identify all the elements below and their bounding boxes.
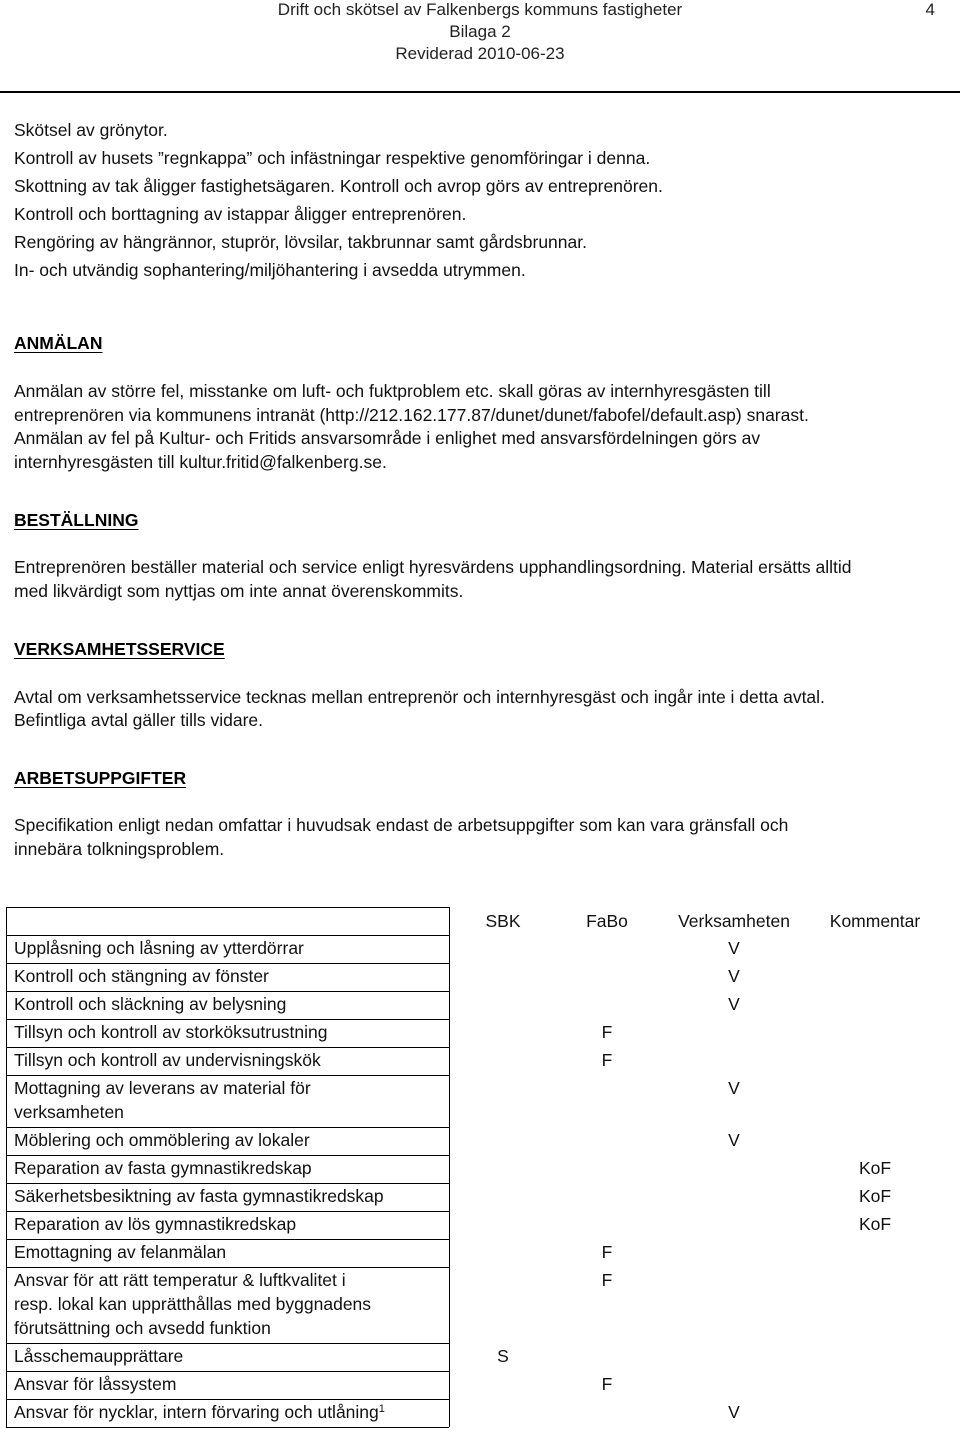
paragraph-line: Entreprenören beställer material och service enligt hyresvärdens upphandlingsordning. Material ersätts alltid	[14, 557, 852, 577]
table-cell-komm: KoF	[858, 1158, 892, 1178]
table-border-task-right	[449, 907, 450, 1427]
table-cell-verk: V	[728, 938, 740, 958]
intro-line: Skottning av tak åligger fastighetsägaren. Kontroll och avrop görs av entreprenören.	[14, 176, 663, 196]
table-border-top	[6, 907, 449, 908]
table-cell-verk: V	[728, 1078, 740, 1098]
task-text: Ansvar för att rätt temperatur & luftkvalitet i	[14, 1270, 346, 1290]
table-cell-fabo: F	[601, 1374, 613, 1394]
table-row-task	[14, 1212, 296, 1236]
paragraph-line: Befintliga avtal gäller tills vidare.	[14, 710, 264, 730]
task-text: verksamheten	[14, 1102, 124, 1122]
column-header-verk: Verksamheten	[678, 911, 790, 931]
intro-line: Kontroll och borttagning av istappar åligger entreprenören.	[14, 204, 467, 224]
task-text: Mottagning av leverans av material för	[14, 1078, 311, 1098]
table-row-task	[14, 964, 269, 988]
task-text: Kontroll och släckning av belysning	[14, 994, 287, 1014]
table-row-task	[14, 1128, 310, 1152]
section-heading-bestallning: BESTÄLLNING	[14, 510, 139, 530]
table-cell-komm: KoF	[858, 1214, 892, 1234]
task-text: Emottagning av felanmälan	[14, 1242, 227, 1262]
table-row-task	[14, 1076, 311, 1124]
table-row-task	[14, 1048, 321, 1072]
task-text: förutsättning och avsedd funktion	[14, 1318, 271, 1338]
table-row-task	[14, 1344, 183, 1368]
paragraph-line: med likvärdigt som nyttjas om inte annat överenskommits.	[14, 581, 464, 601]
intro-line: Kontroll av husets ”regnkappa” och infästningar respektive genomföringar i denna.	[14, 148, 651, 168]
intro-line: In- och utvändig sophantering/miljöhantering i avsedda utrymmen.	[14, 260, 526, 280]
paragraph-line: entreprenören via kommunens intranät (http://212.162.177.87/dunet/dunet/fabofel/default.asp) snarast.	[14, 405, 809, 425]
table-cell-verk: V	[728, 994, 740, 1014]
table-row-divider	[6, 1427, 449, 1428]
table-cell-verk: V	[728, 1130, 740, 1150]
table-row-task	[14, 1156, 312, 1180]
column-header-sbk: SBK	[485, 911, 521, 931]
table-cell-fabo: F	[601, 1022, 613, 1042]
task-text: Kontroll och stängning av fönster	[14, 966, 269, 986]
table-cell-verk: V	[728, 966, 740, 986]
table-cell-komm: KoF	[858, 1186, 892, 1206]
document-header-subtitle: Bilaga 2	[449, 22, 511, 41]
task-text: Reparation av fasta gymnastikredskap	[14, 1158, 312, 1178]
intro-line: Skötsel av grönytor.	[14, 120, 168, 140]
document-header-revised: Reviderad 2010-06-23	[395, 44, 565, 63]
task-text: Tillsyn och kontroll av storköksutrustning	[14, 1022, 328, 1042]
table-cell-fabo: F	[601, 1270, 613, 1290]
task-text: Låsschemaupprättare	[14, 1346, 184, 1366]
task-text: Ansvar för låssystem	[14, 1374, 177, 1394]
table-row-task	[14, 936, 304, 960]
task-text: resp. lokal kan upprätthållas med byggnadens	[14, 1294, 372, 1314]
table-cell-fabo: F	[601, 1242, 613, 1262]
header-divider	[0, 91, 960, 93]
table-cell-sbk: S	[497, 1346, 509, 1366]
paragraph-line: Specifikation enligt nedan omfattar i huvudsak endast de arbetsuppgifter som kan vara gränsfall och	[14, 815, 789, 835]
page-number: 4	[925, 0, 935, 19]
task-text: Ansvar för nycklar, intern förvaring och utlåning$^1$	[14, 1402, 385, 1422]
paragraph-line: Anmälan av fel på Kultur- och Fritids ansvarsområde i enlighet med ansvarsfördelningen görs av	[14, 428, 761, 448]
table-row-task	[14, 1020, 328, 1044]
paragraph-line: innebära tolkningsproblem.	[14, 839, 225, 859]
intro-line: Rengöring av hängrännor, stuprör, lövsilar, takbrunnar samt gårdsbrunnar.	[14, 232, 587, 252]
task-text: Upplåsning och låsning av ytterdörrar	[14, 938, 304, 958]
task-text: Tillsyn och kontroll av undervisningskök	[14, 1050, 321, 1070]
paragraph-line: Avtal om verksamhetsservice tecknas mellan entreprenör och internhyresgäst och ingår inte i detta avtal.	[14, 687, 825, 707]
table-row-task	[14, 1372, 176, 1396]
table-row-task	[14, 1184, 384, 1208]
task-text: Säkerhetsbesiktning av fasta gymnastikredskap	[14, 1186, 384, 1206]
column-header-fabo: FaBo	[586, 911, 628, 931]
table-row-task	[14, 1268, 371, 1340]
section-heading-verksamhetsservice: VERKSAMHETSSERVICE	[14, 639, 225, 659]
table-cell-verk: V	[728, 1402, 740, 1422]
task-text: Möblering och ommöblering av lokaler	[14, 1130, 310, 1150]
table-cell-fabo: F	[601, 1050, 613, 1070]
document-header-title: Drift och skötsel av Falkenbergs kommuns fastigheter	[277, 0, 683, 19]
column-header-komm: Kommentar	[829, 911, 921, 931]
section-heading-arbetsuppgifter: ARBETSUPPGIFTER	[14, 768, 187, 788]
table-row-task	[14, 1400, 385, 1424]
table-border-left	[6, 907, 7, 1427]
table-row-task	[14, 992, 286, 1016]
paragraph-line: Anmälan av större fel, misstanke om luft- och fuktproblem etc. skall göras av internhyresgästen till	[14, 381, 771, 401]
task-text: Reparation av lös gymnastikredskap	[14, 1214, 297, 1234]
section-heading-anmalan: ANMÄLAN	[14, 333, 103, 353]
footnote-marker: 1	[378, 1403, 385, 1415]
table-row-task	[14, 1240, 226, 1264]
paragraph-line: internhyresgästen till kultur.fritid@falkenberg.se.	[14, 452, 387, 472]
